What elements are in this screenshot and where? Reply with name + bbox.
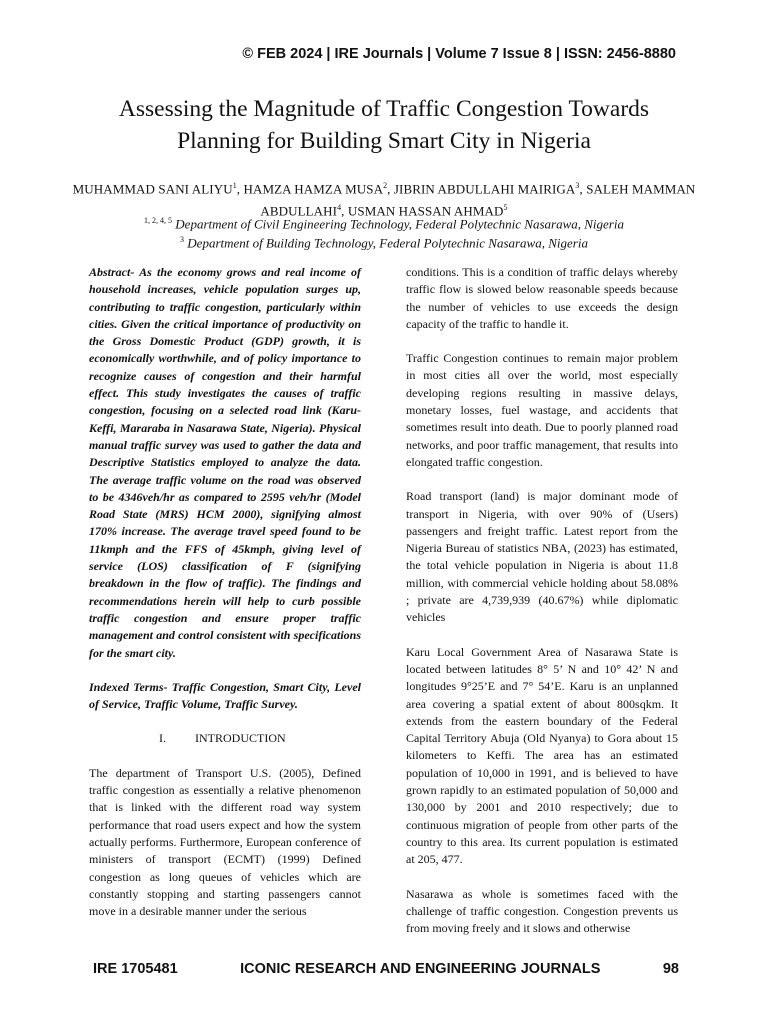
author-2: , HAMZA HAMZA MUSA — [236, 181, 384, 197]
affiliation-2-text: Department of Building Technology, Federal Polytechnic Nasarawa, Nigeria — [187, 235, 588, 251]
author-4-sup: 4 — [337, 203, 342, 213]
affiliation-2 — [60, 231, 708, 252]
section-heading — [89, 730, 361, 747]
affiliation-1-sup: 1, 2, 4, 5 — [144, 216, 173, 225]
author-3: , JIBRIN ABDULLAHI MAIRIGA — [387, 181, 576, 197]
paragraph-road-transport: Road transport (land) is major dominant mode of transport in Nigeria, with over 90% of (Users) passengers and freight traffic. Latest report from the Nigeria Bureau of statistics NBA, (2023) has estimated, the total vehicle population in Nigeria is about 11.8 million, with commercial vehicle holding about 58.08% ; private are 4,739,939 (40.67%) while diplomatic vehicles — [406, 489, 678, 625]
paragraph-karu-location: Karu Local Government Area of Nasarawa State is located between latitudes 8° 5’ N and 10° 42’ N and longitudes 9°25’E and 7° 54’E. Karu is an unplanned area covering a spatial extent of about 800sqkm. It extends from the eastern boundary of the Federal Capital Territory Abuja (Old Nyanya) to Gora about 15 kilometers to Keffi. The area has an estimated population of 10,000 in 1991, and is believed to have grown rapidly to an estimated population of 50,000 and 130,000 by 2001 and 2010 respectively; due to continuous migration of people from other parts of the country to this area. Its current population is estimated at 205, 477. — [406, 644, 678, 867]
footer-paper-id: IRE 1705481 — [93, 961, 178, 977]
section-title: INTRODUCTION — [195, 731, 286, 746]
intro-paragraph: The department of Transport U.S. (2005), Defined traffic congestion as essentially a relative phenomenon that is linked with the different road way system performance that road users expect and how the system actually performs. Furthermore, European conference of ministers of transport (ECMT) (1999) Defined congestion as long queues of vehicles which are constantly stopping and starting passengers cannot move in a desirable manner under the serious — [89, 765, 361, 919]
affiliation-2-sup: 3 — [180, 235, 185, 244]
section-number: I. — [159, 731, 166, 746]
paper-title — [60, 93, 708, 157]
left-column — [89, 264, 361, 937]
author-2-sup: 2 — [383, 181, 388, 190]
author-3-sup: 3 — [575, 181, 580, 190]
right-column — [406, 264, 678, 954]
title-line-2: Planning for Building Smart City in Nigeria — [177, 128, 591, 154]
title-line-1: Assessing the Magnitude of Traffic Congestion Towards — [118, 96, 650, 122]
journal-header: © FEB 2024 | IRE Journals | Volume 7 Issue 8 | ISSN: 2456-8880 — [242, 46, 676, 62]
author-1: MUHAMMAD SANI ALIYU — [72, 181, 233, 197]
paragraph-congestion-conditions: conditions. This is a condition of traffic delays whereby traffic flow is slowed below reasonable speeds because the number of vehicles to use exceeds the design capacity of the traffic to handle it. — [406, 265, 678, 331]
paragraph-congestion-problem: Traffic Congestion continues to remain major problem in most cities all over the world, most especially developing regions resulting in massive delays, monetary losses, fuel wastage, and accidents that sometimes result into death. Due to poorly planned road networks, and poor traffic management, that results into elongated traffic congestion. — [406, 351, 678, 469]
abstract: Abstract- As the economy grows and real income of household increases, vehicle population surges up, contributing to traffic congestion, particularly within cities. Given the critical importance of productivity on the Gross Domestic Product (GDP) growth, it is economically worthwhile, and of policy importance to recognize causes of congestion and their harmful effect. This study investigates the causes of traffic congestion, focusing on a selected road link (Karu-Keffi, Mararaba in Nasarawa State, Nigeria). Physical manual traffic survey was used to gather the data and Descriptive Statistics employed to analyze the data. The average traffic volume on the road was observed to be 4346veh/hr as compared to 2595 veh/hr (Model Road State (MRS) HCM 2000), signifying almost 170% increase. The average travel speed found to be 11kmph and the FFS of 45kmph, giving level of service (LOS) classification of F (signifying breakdown in the flow of traffic). The findings and recommendations herein will help to curb possible traffic congestion and ensure proper traffic management and control consistent with specifications for the smart city. — [89, 265, 361, 660]
author-5: , USMAN HASSAN AHMAD — [341, 203, 504, 219]
paragraph-nasarawa: Nasarawa as whole is sometimes faced with the challenge of traffic congestion. Congestion prevents us from moving freely and it slows and otherwise — [406, 886, 678, 936]
author-1-sup: 1 — [232, 181, 237, 190]
author-4: , SALEH MAMMAN ABDULLAHI — [260, 181, 696, 219]
page-footer — [93, 961, 679, 977]
author-5-sup: 5 — [503, 203, 508, 213]
page-number: 98 — [662, 961, 679, 977]
affiliation-1-text: Department of Civil Engineering Technology, Federal Polytechnic Nasarawa, Nigeria — [175, 216, 624, 232]
footer-journal-name: ICONIC RESEARCH AND ENGINEERING JOURNALS — [240, 961, 601, 977]
indexed-terms: Indexed Terms- Traffic Congestion, Smart City, Level of Service, Traffic Volume, Traffic Survey. — [89, 679, 361, 712]
